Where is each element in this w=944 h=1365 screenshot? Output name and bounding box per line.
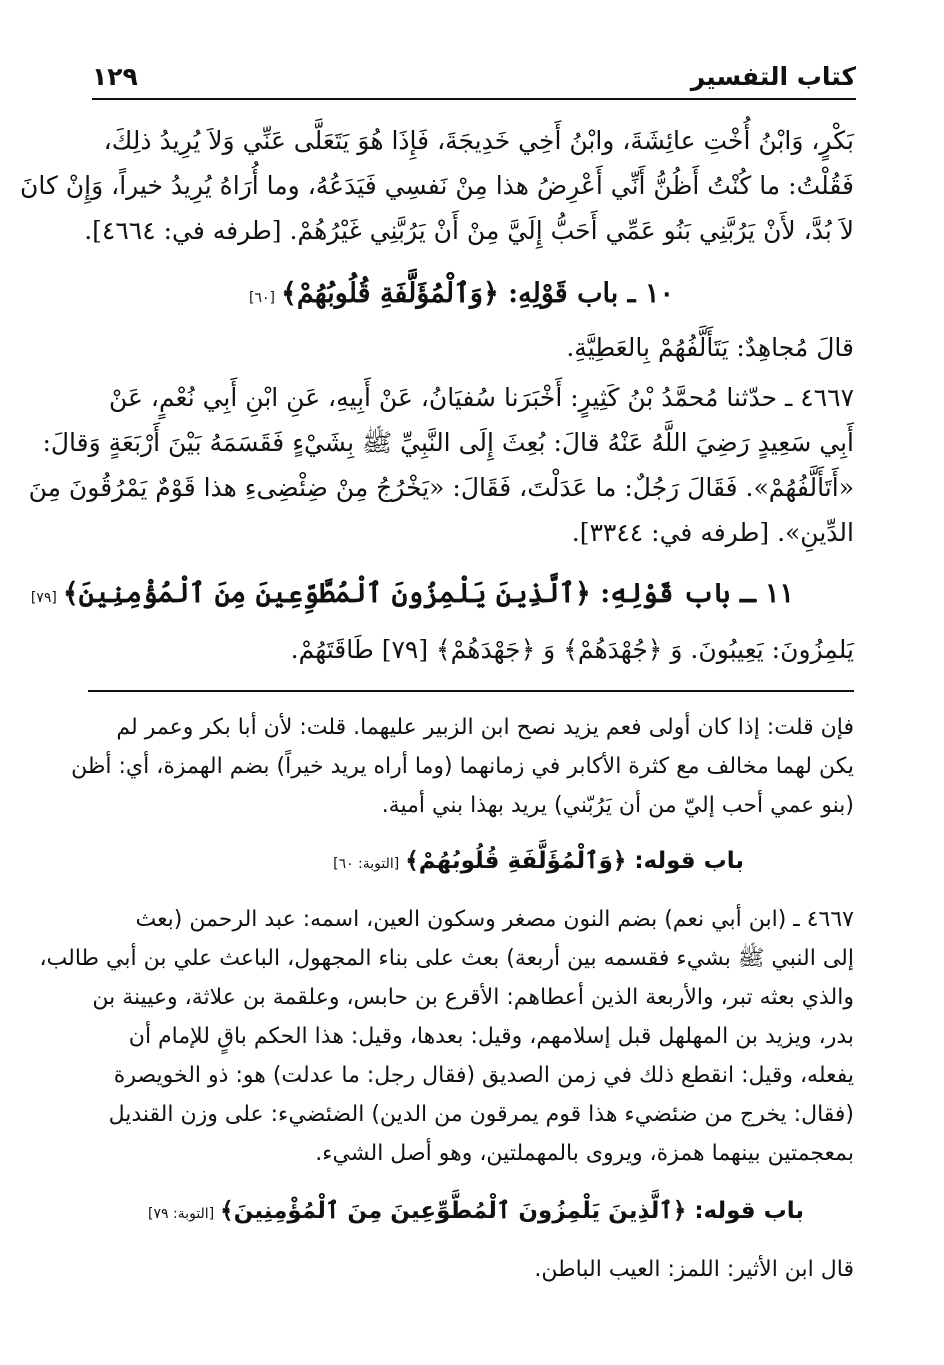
chapter-11-verse-ref: [٧٩]	[30, 590, 57, 606]
hadith-4667	[28, 375, 854, 555]
text-line: إلى النبي ﷺ بشيء فقسمه بين أربعة) بعث على بناء المجهول، الباعث علي بن أبي طالب،	[39, 946, 854, 971]
text-line: قال ابن الأثير: اللمز: العيب الباطن.	[534, 1257, 854, 1282]
mujahid-note	[88, 325, 854, 370]
sharh-heading-1-ref: [التوبة: ٦٠]	[333, 856, 400, 872]
chapter-10-verse-ref: [٦٠]	[249, 290, 276, 306]
text-line: والذي بعثه تبر، والأربعة الذين أعطاهم: الأقرع بن حابس، وعلقمة بن علاثة، وعيينة بن	[92, 985, 854, 1010]
text-line: أَبِي سَعِيدٍ رَضِيَ اللَّهُ عَنْهُ قالَ: بُعِثَ إِلَى النَّبِيِّ ﷺ بِشَيْءٍ فَقَسَمَهُ بَيْنَ أَرْبَعَةٍ وَقالَ:	[42, 428, 854, 457]
text-line: فَقُلْتُ: ما كُنْتُ أَظُنُّ أَنِّي أَعْرِضُ هذا مِنْ نَفسِي فَيَدَعُهُ، وما أُرَاهُ يُرِيدُ خيراً، وَإِنْ كانَ	[19, 171, 854, 200]
chapter-10-title: ١٠ ـ باب قَوْلِهِ: ﴿وَٱلْمُؤَلَّفَةِ قُلُوبُهُمْ﴾	[281, 278, 674, 309]
text-line: فإن قلت: إذا كان أولى فعم يزيد نصح ابن الزبير عليهما. قلت: لأن أبا بكر وعمر لم	[116, 715, 854, 740]
text-line: بدر، ويزيد بن المهلهل قبل إسلامهم، وقيل: بعدها، وقيل: هذا الحكم باقٍ للإمام أن	[128, 1024, 854, 1049]
chapter-10-heading	[249, 278, 674, 309]
text-line: يكن لهما مخالف مع كثرة الأكابر في زمانهما (وما أراه يريد خيراً) بضم الهمزة، أي: أظن	[71, 754, 854, 779]
page-number: ١٢٩	[92, 62, 138, 91]
text-line: الدِّينِ». [طرفه في: ٣٣٤٤].	[571, 518, 854, 547]
sharh-paragraph-2	[39, 900, 854, 1173]
chapter-11-gloss	[88, 627, 854, 672]
text-line: ٤٦٦٧ ـ حدّثنا مُحمَّدُ بْنُ كَثِيرٍ: أَخْبَرَنا سُفيَانُ، عَنْ أَبِيهِ، عَنِ ابْنِ أَبِي نُعْمٍ، عَنْ	[109, 383, 854, 412]
text-line: قالَ مُجاهِدٌ: يَتَأَلَّفُهُمْ بِالعَطِيَّةِ.	[566, 333, 854, 362]
sharh-heading-1	[333, 848, 744, 874]
chapter-11-heading	[31, 578, 794, 609]
text-line: يَلمِزُونَ: يَعِيبُونَ. وَ ﴿جُهْدَهُمْ﴾ وَ ﴿جَهْدَهُمْ﴾ [٧٩] طَاقَتَهُمْ.	[290, 635, 854, 664]
text-line: (فقال: يخرج من ضئضيء هذا قوم يمرقون من الدين) الضئضيء: على وزن القنديل	[108, 1102, 854, 1127]
text-line: بَكْرٍ، وَابْنُ أُخْتِ عائِشَةَ، وابْنُ أَخِي خَدِيجَةَ، فَإِذَا هُوَ يَتَعَلَّى عَنِّي وَلاَ يُرِيدُ ذلِكَ،	[103, 126, 854, 155]
sharh-heading-1-title: باب قوله: ﴿وَٱلْمُؤَلَّفَةِ قُلُوبُهُمْ﴾	[405, 848, 744, 874]
text-line: ٤٦٦٧ ـ (ابن أبي نعم) بضم النون مصغر وسكون العين، اسمه: عبد الرحمن (بعث	[135, 907, 854, 932]
text-line: لاَ بُدَّ، لأَنْ يَرُبَّنِي بَنُو عَمِّي أَحَبُّ إِلَيَّ مِنْ أَنْ يَرُبَّنِي غَيْرُهُمْ. [طرفه في: ٤٦٦٤].	[84, 216, 854, 245]
text-line: «أَتَأَلَّفُهُمْ». فَقَالَ رَجُلٌ: ما عَدَلْتَ، فَقَالَ: «يَخْرُجُ مِنْ ضِئْضِىءِ هذا قَوْمٌ يَمْرُقُونَ مِنَ	[28, 473, 854, 502]
sharh-heading-2-ref: [التوبة: ٧٩]	[148, 1206, 215, 1222]
sharh-heading-2-title: باب قوله: ﴿ٱلَّذِينَ يَلْمِزُونَ ٱلْمُطَّوِّعِينَ مِنَ ٱلْمُؤْمِنِينَ﴾	[220, 1198, 804, 1224]
text-line: بمعجمتين بينهما همزة، ويروى بالمهملتين، وهو أصل الشيء.	[315, 1141, 854, 1166]
matn-top-paragraph	[19, 118, 854, 253]
sharh-last-line	[88, 1250, 854, 1289]
text-line: (بنو عمي أحب إليّ من أن يَرُبّني) يريد بهذا بني أمية.	[381, 793, 854, 818]
text-line: يفعله، وقيل: انقطع ذلك في زمن الصديق (فقال رجل: ما عدلت) هو: ذو الخويصرة	[113, 1063, 854, 1088]
sharh-paragraph-1	[71, 708, 854, 825]
book-title: كتاب التفسير	[690, 62, 856, 91]
page-header	[92, 58, 856, 100]
footnote-divider	[88, 690, 854, 692]
chapter-11-title: ١١ ـ باب قَوْلِهِ: ﴿ٱلَّذِينَ يَلْمِزُونَ ٱلْمُطَّوِّعِينَ مِنَ ٱلْمُؤْمِنِينَ﴾	[62, 578, 794, 609]
sharh-heading-2	[148, 1198, 804, 1224]
